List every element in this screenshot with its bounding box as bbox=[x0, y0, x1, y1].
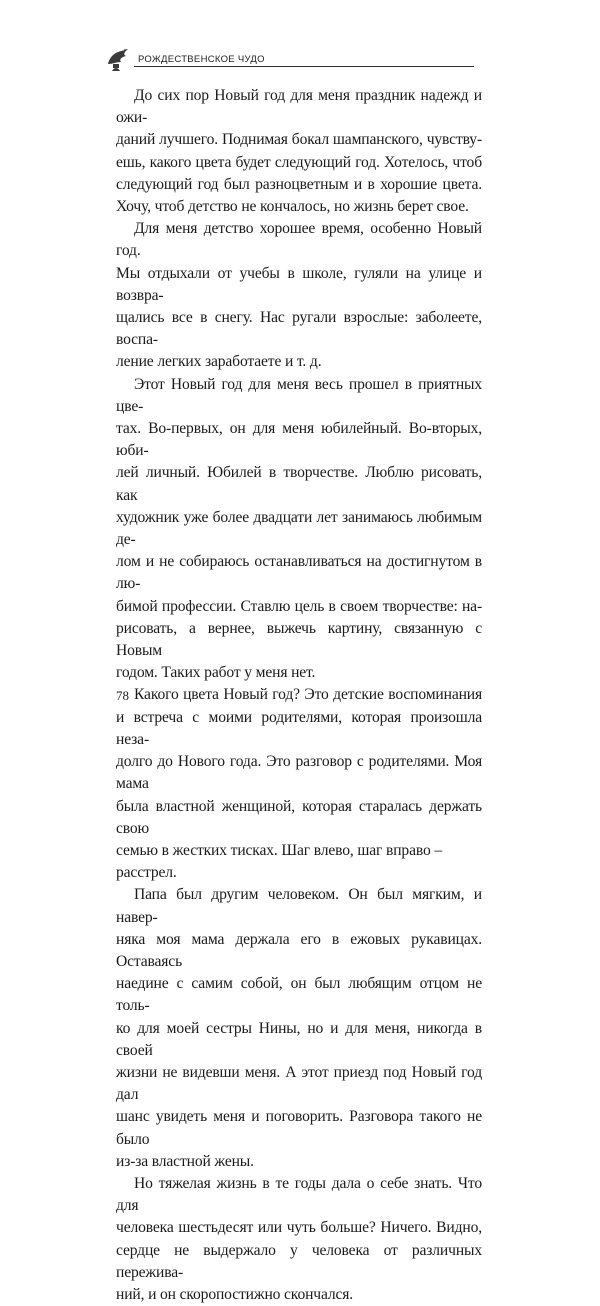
running-header bbox=[104, 46, 474, 72]
text-line: долго до Нового года. Это разговор с родителями. Моя мама bbox=[116, 753, 482, 793]
text-line: Для меня детство хорошее время, особенно Новый год. bbox=[116, 220, 482, 260]
text-line: из-за властной жены. bbox=[116, 1152, 254, 1170]
text-line: семью в жестких тисках. Шаг влево, шаг вправо – расстрел. bbox=[116, 841, 442, 882]
text-line: лей личный. Юбилей в творчестве. Люблю рисовать, как bbox=[116, 464, 482, 504]
text-line: ко для моей сестры Нины, но и для меня, никогда в своей bbox=[116, 1019, 482, 1059]
header-divider bbox=[134, 66, 474, 67]
text-line: Мы отдыхали от учебы в школе, гуляли на улице и возвра- bbox=[116, 264, 482, 304]
text-line: Папа был другим человеком. Он был мягким, и навер- bbox=[116, 886, 482, 926]
tree-icon bbox=[104, 46, 132, 77]
text-line: наедине с самим собой, он был любящим отцом не толь- bbox=[116, 975, 482, 1015]
paragraph bbox=[116, 884, 482, 1173]
text-line: бимой профессии. Ставлю цель в своем творчестве: на- bbox=[116, 597, 482, 615]
paragraph bbox=[116, 218, 482, 373]
paragraph bbox=[116, 85, 482, 218]
text-line: ешь, какого цвета будет следующий год. Хотелось, чтоб bbox=[116, 153, 482, 171]
body-text bbox=[116, 85, 482, 1306]
text-line: человека шестьдесят или чуть больше? Ничего. Видно, bbox=[116, 1219, 482, 1237]
text-line: даний лучшего. Поднимая бокал шампанского, чувству- bbox=[116, 131, 482, 149]
text-line: тах. Во-первых, он для меня юбилейный. Во-вторых, юби- bbox=[116, 420, 482, 460]
text-line: Но тяжелая жизнь в те годы дала о себе знать. Что для bbox=[116, 1174, 482, 1215]
text-line: щались все в снегу. Нас ругали взрослые: заболеете, воспа- bbox=[116, 309, 482, 349]
text-line: няка моя мама держала его в ежовых рукавицах. Оставаясь bbox=[116, 930, 482, 970]
text-line: Хочу, чтоб детство не кончалось, но жизнь берет свое. bbox=[116, 198, 469, 216]
text-line: шанс увидеть меня и поговорить. Разговора такого не было bbox=[116, 1108, 482, 1148]
paragraph bbox=[116, 684, 482, 884]
text-line: ление легких заработаете и т. д. bbox=[116, 353, 322, 371]
text-line: была властной женщиной, которая старалась держать свою bbox=[116, 797, 482, 837]
text-line: годом. Таких работ у меня нет. bbox=[116, 664, 316, 682]
text-line: жизни не видевши меня. А этот приезд под Новый год дал bbox=[116, 1063, 482, 1104]
text-line: художник уже более двадцати лет занимаюсь любимым де- bbox=[116, 508, 482, 549]
text-line: лом и не собираюсь останавливаться на достигнутом в лю- bbox=[116, 553, 482, 593]
page-number: 78 bbox=[116, 688, 129, 703]
text-line: ний, и он скоропостижно скончался. bbox=[116, 1285, 354, 1303]
running-header-title: РОЖДЕСТВЕНСКОЕ ЧУДО bbox=[138, 54, 265, 65]
text-line: рисовать, а вернее, выжечь картину, связанную с Новым bbox=[116, 619, 482, 660]
text-line: следующий год был разноцветным и в хорошие цвета. bbox=[116, 175, 482, 193]
text-line: До сих пор Новый год для меня праздник надежд и ожи- bbox=[116, 87, 482, 127]
paragraph bbox=[116, 1173, 482, 1306]
text-line: Какого цвета Новый год? Это детские воспоминания bbox=[134, 686, 482, 704]
text-line: Этот Новый год для меня весь прошел в приятных цве- bbox=[116, 375, 482, 415]
text-line: и встреча с моими родителями, которая произошла неза- bbox=[116, 708, 482, 748]
paragraph bbox=[116, 374, 482, 685]
text-line: сердце не выдержало у человека от различных пережива- bbox=[116, 1241, 482, 1281]
